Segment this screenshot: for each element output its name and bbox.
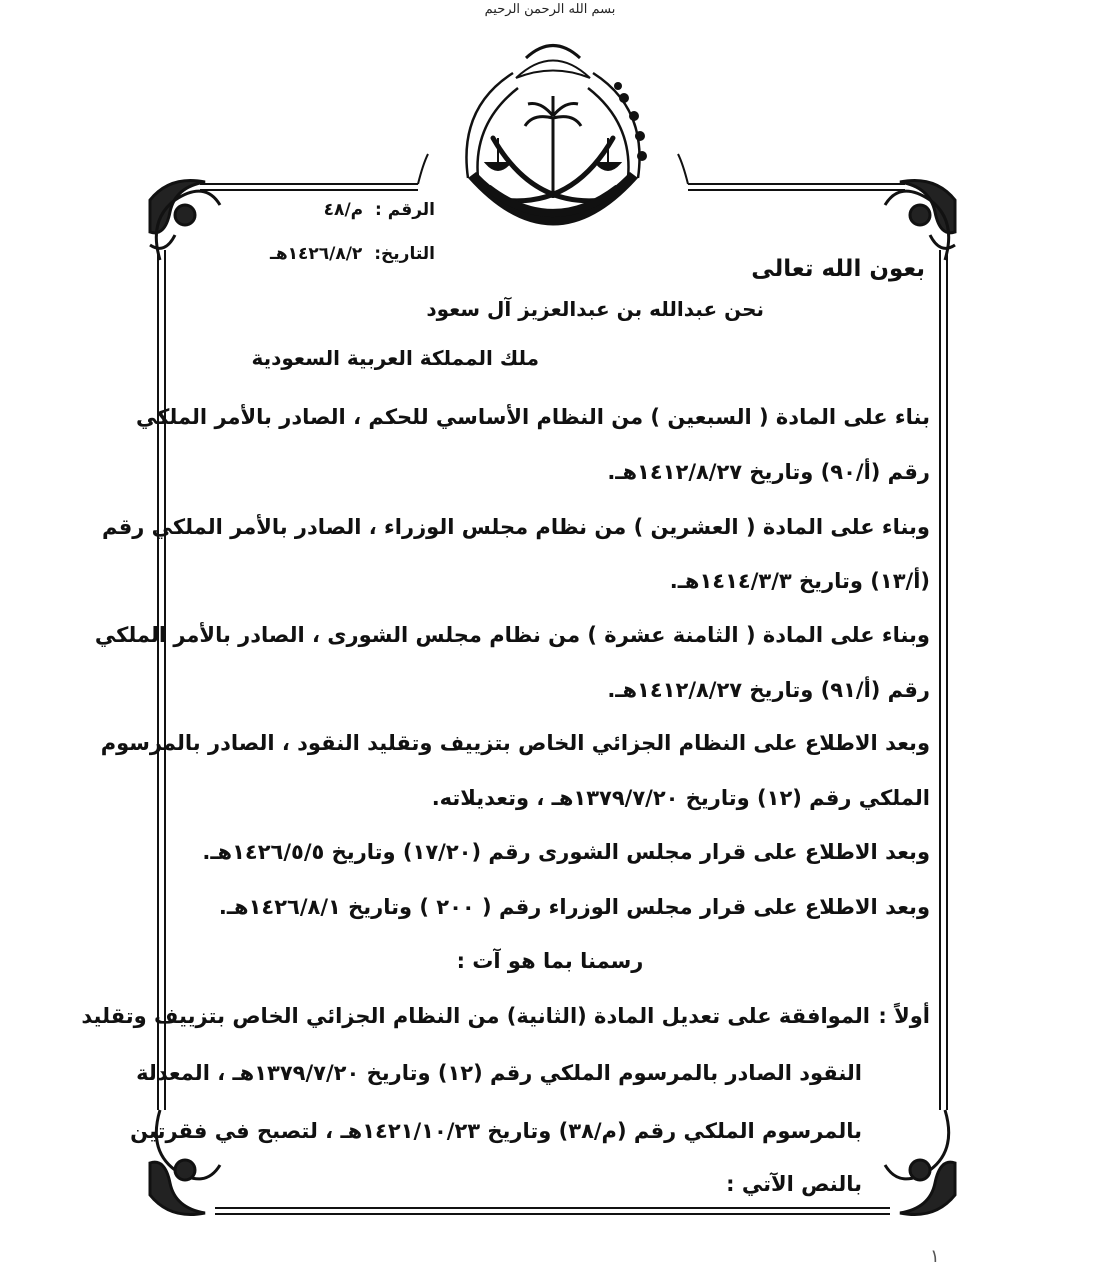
reference-number-label: الرقم : — [375, 200, 435, 220]
saudi-emblem — [438, 28, 668, 258]
preamble-line: وبناء على المادة ( العشرين ) من نظام مجلس الوزراء ، الصادر بالأمر الملكي رقم — [102, 515, 930, 539]
article-line: الموافقة على تعديل المادة (الثانية) من النظام الجزائي الخاص بتزييف وتقليد — [81, 1004, 870, 1028]
reference-date — [225, 244, 435, 264]
preamble-line: وبناء على المادة ( الثامنة عشرة ) من نظام مجلس الشورى ، الصادر بالأمر الملكي — [94, 623, 930, 647]
preamble-line: رقم (أ/٩١) وتاريخ ١٤١٢/٨/٢٧هـ. — [607, 678, 930, 702]
frame-corner-bottom-right — [885, 1110, 955, 1215]
basmala: بسم الله الرحمن الرحيم — [484, 2, 616, 17]
king-name: نحن عبدالله بن عبدالعزيز آل سعود — [426, 297, 764, 321]
preamble-line: وبعد الاطلاع على قرار مجلس الوزراء رقم ( ٢٠٠ ) وتاريخ ١٤٢٦/٨/١هـ. — [218, 895, 930, 919]
preamble-line: بناء على المادة ( السبعين ) من النظام الأساسي للحكم ، الصادر بالأمر الملكي — [135, 405, 930, 429]
reference-date-label: التاريخ: — [374, 244, 435, 264]
frame-corner-top-left — [150, 180, 220, 260]
page-number: ١ — [930, 1246, 940, 1267]
frame-corner-top-right — [885, 180, 955, 260]
decree-statement: رسمنا بما هو آت : — [456, 949, 644, 973]
reference-number — [225, 200, 435, 220]
article-line: بالنص الآتي : — [726, 1172, 862, 1196]
article-line: بالمرسوم الملكي رقم (م/٣٨) وتاريخ ١٤٢١/١٠/٢٣هـ ، لتصبح في فقرتين — [130, 1119, 862, 1143]
reference-number-value: م/٤٨ — [323, 200, 364, 220]
article-label: أولاً : — [878, 1004, 930, 1028]
intro-invocation: بعون الله تعالى — [751, 256, 925, 282]
article-line: النقود الصادر بالمرسوم الملكي رقم (١٢) وتاريخ ١٣٧٩/٧/٢٠هـ ، المعدلة — [136, 1061, 862, 1085]
preamble-line: (أ/١٣) وتاريخ ١٤١٤/٣/٣هـ. — [669, 569, 930, 593]
reference-date-value: ١٤٢٦/٨/٢هـ — [270, 244, 363, 264]
preamble-line: الملكي رقم (١٢) وتاريخ ١٣٧٩/٧/٢٠هـ ، وتعديلاته. — [431, 786, 930, 810]
king-title: ملك المملكة العربية السعودية — [251, 346, 539, 370]
preamble-line: رقم (أ/٩٠) وتاريخ ١٤١٢/٨/٢٧هـ. — [607, 460, 930, 484]
preamble-line: وبعد الاطلاع على النظام الجزائي الخاص بتزييف وتقليد النقود ، الصادر بالمرسوم — [100, 731, 930, 755]
preamble-line: وبعد الاطلاع على قرار مجلس الشورى رقم (١٧/٢٠) وتاريخ ١٤٢٦/٥/٥هـ. — [202, 840, 930, 864]
